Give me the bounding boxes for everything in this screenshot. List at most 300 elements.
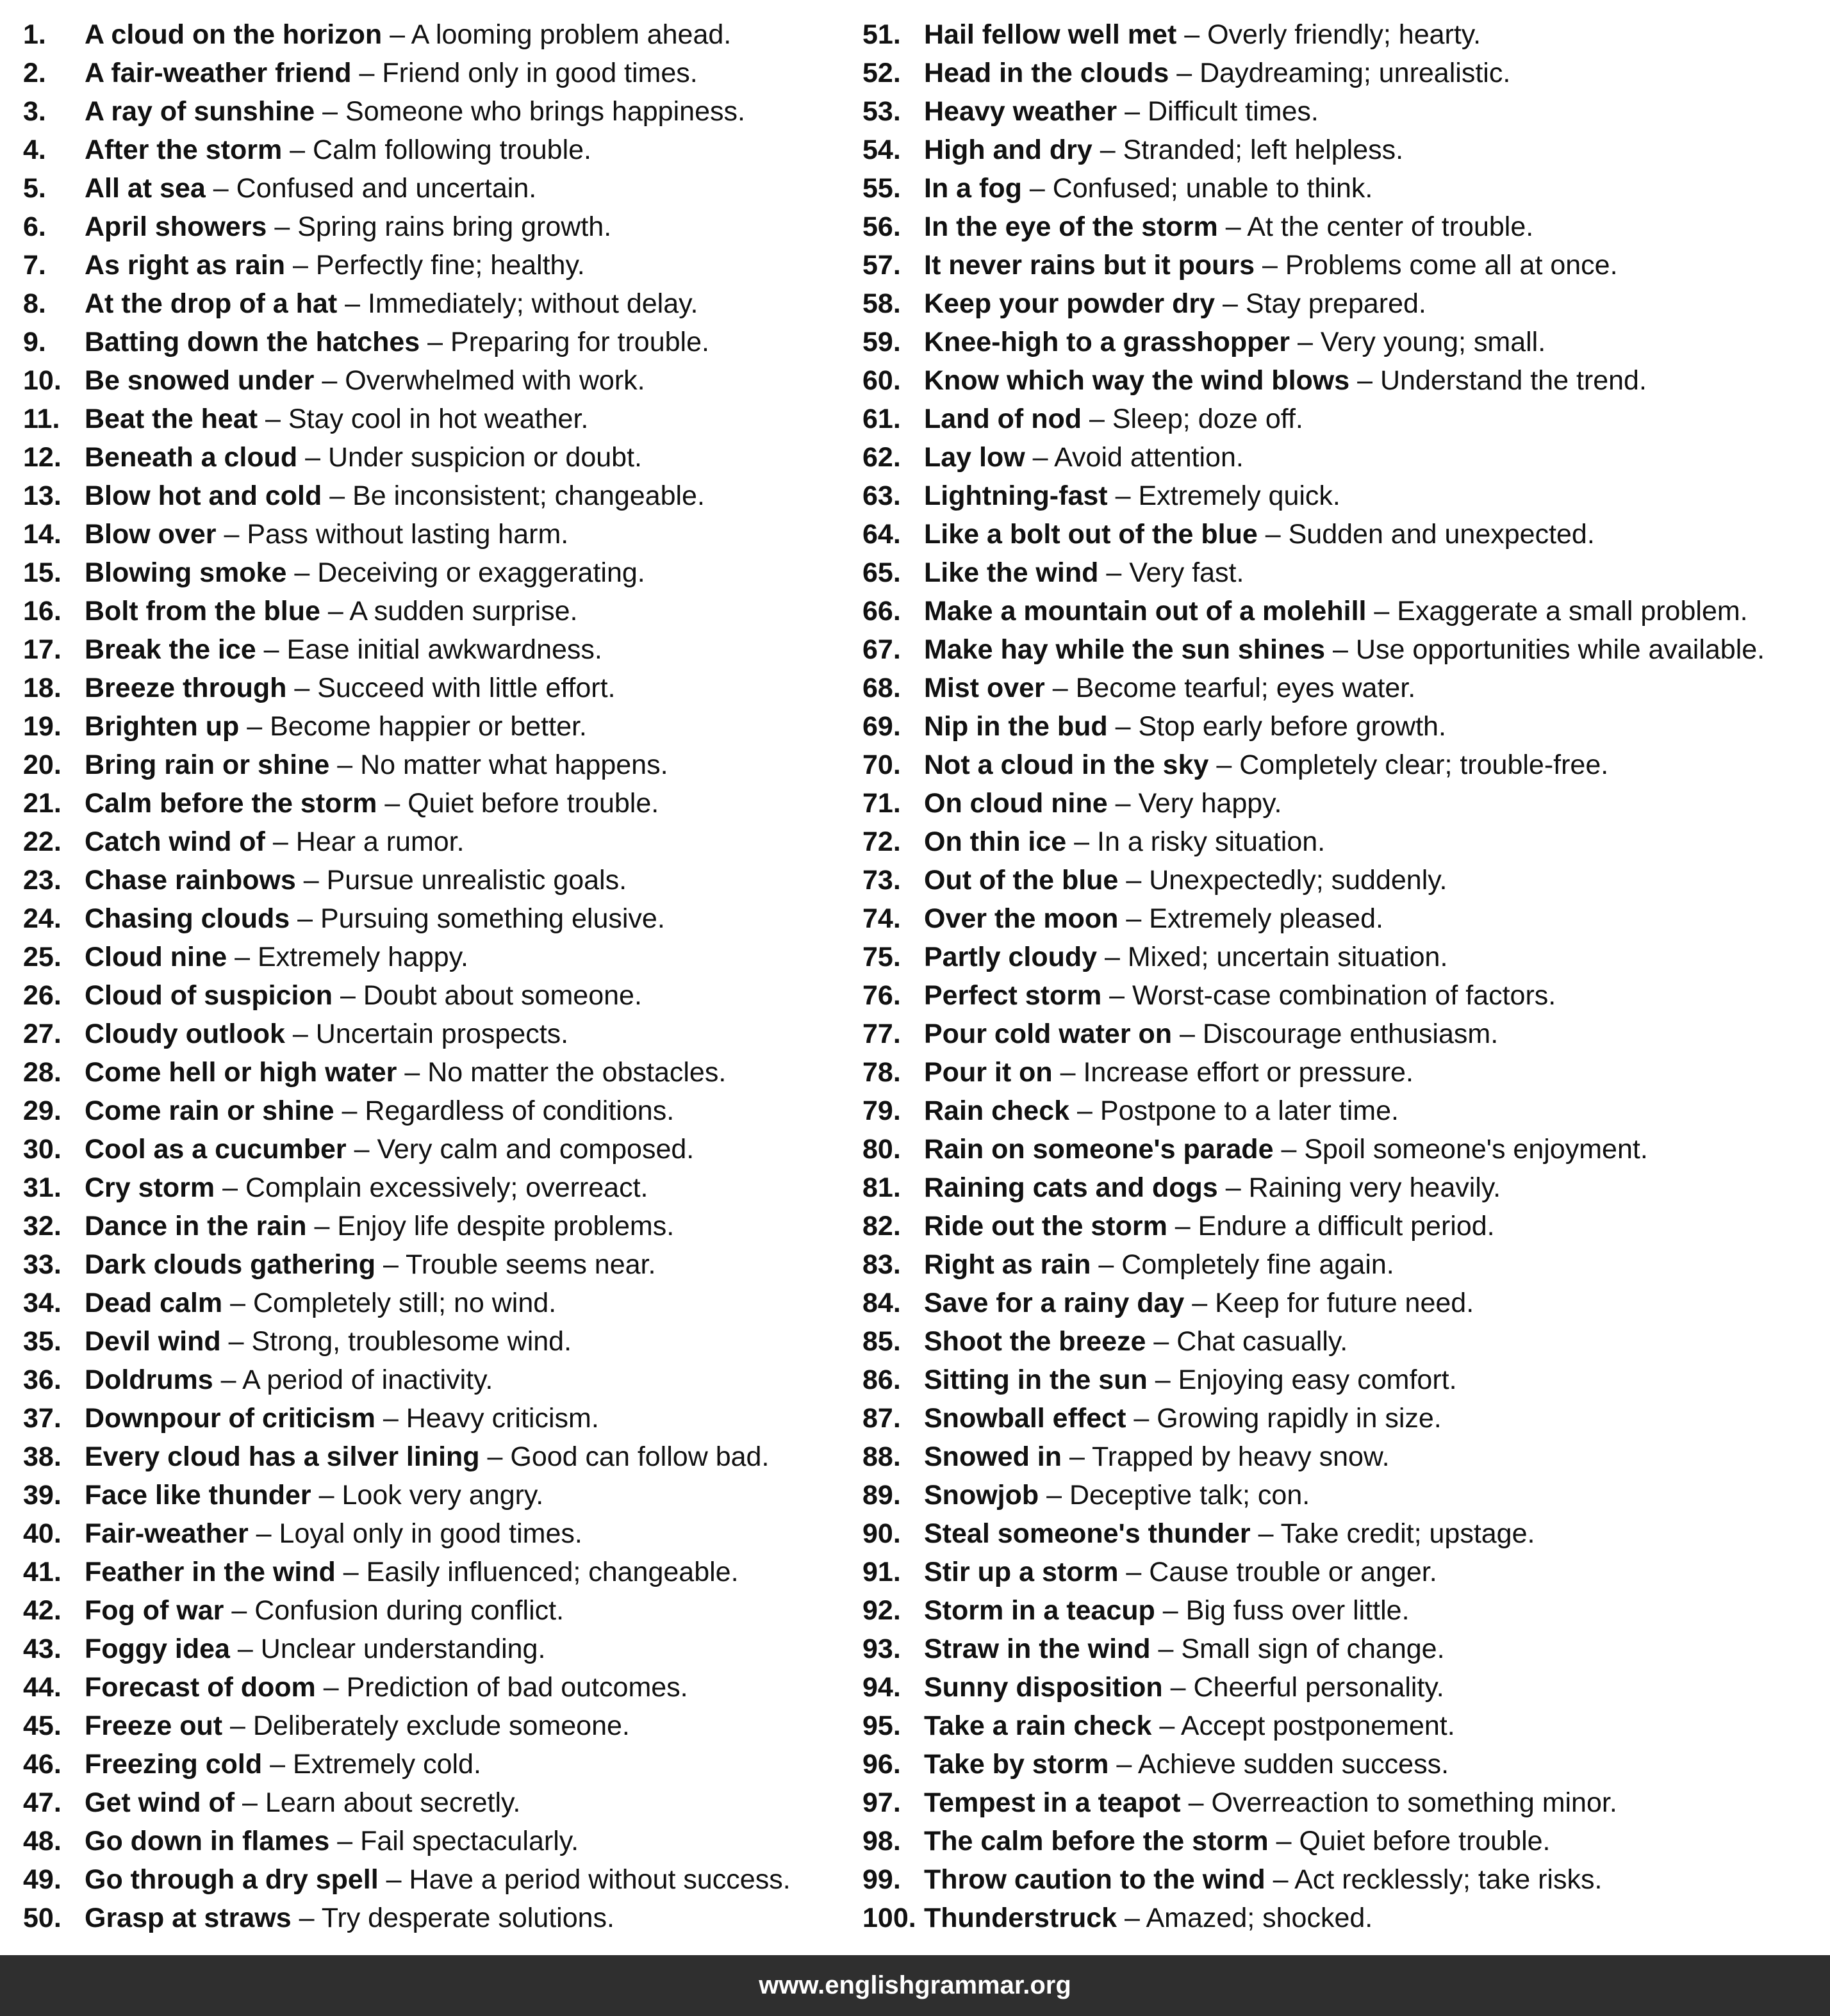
- idiom-meaning: Quiet before trouble.: [1299, 1826, 1551, 1856]
- idiom-separator: –: [1074, 826, 1090, 857]
- idiom-meaning: Deliberately exclude someone.: [252, 1710, 630, 1741]
- idiom-phrase: Snowed in: [924, 1441, 1062, 1472]
- idiom-phrase: Like a bolt out of the blue: [924, 519, 1258, 550]
- idiom-meaning: Become happier or better.: [270, 711, 587, 742]
- idiom-separator: –: [1216, 750, 1232, 780]
- idiom-separator: –: [256, 1518, 272, 1549]
- idiom-phrase: A cloud on the horizon: [85, 19, 383, 50]
- idiom-meaning: Try desperate solutions.: [321, 1903, 614, 1933]
- idiom-entry: [23, 208, 856, 246]
- idiom-number: 87.: [862, 1403, 901, 1434]
- idiom-entry: [862, 630, 1824, 669]
- idiom-separator: –: [1115, 788, 1131, 819]
- idiom-entry: [23, 1438, 856, 1476]
- idiom-entry: [862, 553, 1824, 592]
- footer-bar: [0, 1955, 1830, 2016]
- idiom-phrase: Feather in the wind: [85, 1557, 336, 1587]
- idiom-entry: [23, 669, 856, 707]
- idiom-entry: [862, 1053, 1824, 1092]
- idiom-phrase: Blowing smoke: [85, 557, 287, 588]
- idiom-phrase: Out of the blue: [924, 865, 1119, 896]
- idiom-meaning: Unclear understanding.: [260, 1634, 546, 1664]
- idiom-separator: –: [1116, 1749, 1132, 1780]
- idiom-separator: –: [1153, 1326, 1169, 1357]
- idiom-phrase: Cloud nine: [85, 942, 227, 972]
- idiom-entry: [862, 92, 1824, 131]
- idiom-number: 79.: [862, 1095, 901, 1126]
- idiom-number: 66.: [862, 596, 901, 627]
- idiom-meaning: Cheerful personality.: [1193, 1672, 1444, 1703]
- idiom-number: 94.: [862, 1672, 901, 1703]
- idiom-number: 64.: [862, 519, 901, 550]
- idiom-separator: –: [1069, 1441, 1085, 1472]
- idiom-phrase: Chasing clouds: [85, 903, 290, 934]
- idiom-entry: [862, 669, 1824, 707]
- idiom-meaning: Learn about secretly.: [265, 1787, 521, 1818]
- idiom-meaning: Succeed with little effort.: [317, 673, 616, 703]
- idiom-phrase: Cloud of suspicion: [85, 980, 333, 1011]
- idiom-meaning: Completely clear; trouble-free.: [1239, 750, 1609, 780]
- idiom-meaning: Uncertain prospects.: [315, 1019, 569, 1049]
- idiom-number: 17.: [23, 634, 62, 665]
- idiom-phrase: Straw in the wind: [924, 1634, 1151, 1664]
- idiom-phrase: Every cloud has a silver lining: [85, 1441, 480, 1472]
- idiom-phrase: Stir up a storm: [924, 1557, 1119, 1587]
- idiom-separator: –: [222, 1172, 238, 1203]
- idiom-phrase: Cool as a cucumber: [85, 1134, 347, 1165]
- idiom-phrase: Come hell or high water: [85, 1057, 397, 1088]
- idiom-entry: [862, 1438, 1824, 1476]
- idiom-number: 27.: [23, 1019, 62, 1049]
- idiom-meaning: Pursue unrealistic goals.: [326, 865, 627, 896]
- idiom-separator: –: [1052, 673, 1068, 703]
- idiom-meaning: Heavy criticism.: [406, 1403, 599, 1434]
- idiom-number: 57.: [862, 250, 901, 281]
- idiom-separator: –: [220, 1364, 236, 1395]
- idiom-separator: –: [1184, 19, 1200, 50]
- idiom-separator: –: [1357, 365, 1373, 396]
- idiom-separator: –: [224, 519, 240, 550]
- idiom-number: 16.: [23, 596, 62, 627]
- idiom-entry: [23, 54, 856, 92]
- idiom-meaning: A period of inactivity.: [242, 1364, 493, 1395]
- idiom-separator: –: [1225, 1172, 1241, 1203]
- idiom-separator: –: [213, 173, 229, 204]
- idiom-meaning: No matter what happens.: [360, 750, 668, 780]
- idiom-separator: –: [337, 750, 353, 780]
- idiom-meaning: Deceptive talk; con.: [1069, 1480, 1310, 1511]
- idiom-meaning: A sudden surprise.: [349, 596, 578, 627]
- idiom-column-left: [23, 15, 856, 1937]
- idiom-separator: –: [1089, 404, 1105, 434]
- idiom-meaning: Stay prepared.: [1245, 288, 1426, 319]
- idiom-entry: [23, 1707, 856, 1745]
- idiom-separator: –: [1258, 1518, 1274, 1549]
- idiom-entry: [23, 1822, 856, 1860]
- idiom-meaning: Discourage enthusiasm.: [1202, 1019, 1499, 1049]
- idiom-separator: –: [1126, 903, 1142, 934]
- idiom-number: 7.: [23, 250, 46, 281]
- idiom-entry: [862, 1630, 1824, 1668]
- idiom-phrase: Snowjob: [924, 1480, 1039, 1511]
- idiom-separator: –: [1170, 1672, 1186, 1703]
- idiom-separator: –: [1225, 211, 1241, 242]
- idiom-meaning: Extremely pleased.: [1149, 903, 1383, 934]
- idiom-meaning: Spoil someone's enjoyment.: [1304, 1134, 1648, 1165]
- idiom-meaning: Take credit; upstage.: [1280, 1518, 1535, 1549]
- footer-url[interactable]: www.englishgrammar.org: [759, 1971, 1071, 1999]
- idiom-number: 51.: [862, 19, 901, 50]
- idiom-meaning: A looming problem ahead.: [411, 19, 732, 50]
- idiom-number: 45.: [23, 1710, 62, 1741]
- idiom-phrase: Make hay while the sun shines: [924, 634, 1326, 665]
- idiom-number: 4.: [23, 135, 46, 165]
- idiom-number: 75.: [862, 942, 901, 972]
- idiom-number: 99.: [862, 1864, 901, 1895]
- idiom-phrase: Steal someone's thunder: [924, 1518, 1251, 1549]
- idiom-meaning: Look very angry.: [342, 1480, 544, 1511]
- idiom-number: 15.: [23, 557, 62, 588]
- idiom-number: 91.: [862, 1557, 901, 1587]
- idiom-separator: –: [1188, 1787, 1204, 1818]
- idiom-meaning: Postpone to a later time.: [1100, 1095, 1399, 1126]
- idiom-entry: [23, 1322, 856, 1361]
- idiom-meaning: Easily influenced; changeable.: [366, 1557, 739, 1587]
- idiom-phrase: Storm in a teacup: [924, 1595, 1155, 1626]
- idiom-meaning: Extremely cold.: [292, 1749, 481, 1780]
- idiom-separator: –: [1192, 1288, 1208, 1318]
- idiom-phrase: Be snowed under: [85, 365, 315, 396]
- idiom-entry: [23, 246, 856, 284]
- idiom-number: 24.: [23, 903, 62, 934]
- idiom-separator: –: [1276, 1826, 1292, 1856]
- idiom-number: 21.: [23, 788, 62, 819]
- idiom-separator: –: [297, 903, 313, 934]
- idiom-separator: –: [1115, 480, 1131, 511]
- idiom-number: 28.: [23, 1057, 62, 1088]
- idiom-number: 20.: [23, 750, 62, 780]
- idiom-number: 73.: [862, 865, 901, 896]
- idiom-phrase: Come rain or shine: [85, 1095, 334, 1126]
- idiom-separator: –: [390, 19, 406, 50]
- idiom-phrase: At the drop of a hat: [85, 288, 338, 319]
- idiom-entry: [862, 323, 1824, 361]
- idiom-meaning: Stay cool in hot weather.: [288, 404, 589, 434]
- idiom-separator: –: [242, 1787, 258, 1818]
- idiom-entry: [23, 1745, 856, 1783]
- idiom-separator: –: [1374, 596, 1390, 627]
- idiom-entry: [23, 1245, 856, 1284]
- idiom-entry: [862, 861, 1824, 899]
- idiom-number: 2.: [23, 58, 46, 88]
- idiom-phrase: Not a cloud in the sky: [924, 750, 1209, 780]
- idiom-meaning: Confused; unable to think.: [1052, 173, 1373, 204]
- idiom-phrase: Break the ice: [85, 634, 256, 665]
- idiom-meaning: Quiet before trouble.: [408, 788, 659, 819]
- idiom-phrase: Ride out the storm: [924, 1211, 1167, 1242]
- idiom-phrase: April showers: [85, 211, 267, 242]
- idiom-number: 77.: [862, 1019, 901, 1049]
- idiom-entry: [23, 323, 856, 361]
- idiom-entry: [862, 477, 1824, 515]
- idiom-phrase: Snowball effect: [924, 1403, 1126, 1434]
- idiom-entry: [23, 1630, 856, 1668]
- idiom-phrase: Dead calm: [85, 1288, 223, 1318]
- idiom-phrase: Go down in flames: [85, 1826, 330, 1856]
- idiom-meaning: Someone who brings happiness.: [345, 96, 745, 127]
- idiom-separator: –: [404, 1057, 420, 1088]
- idiom-meaning: Have a period without success.: [409, 1864, 791, 1895]
- idiom-phrase: Fair-weather: [85, 1518, 249, 1549]
- idiom-separator: –: [1046, 1480, 1062, 1511]
- idiom-phrase: Take a rain check: [924, 1710, 1152, 1741]
- idiom-phrase: Downpour of criticism: [85, 1403, 375, 1434]
- idiom-meaning: Overwhelmed with work.: [345, 365, 645, 396]
- idiom-separator: –: [314, 1211, 330, 1242]
- idiom-entry: [23, 784, 856, 823]
- idiom-phrase: In the eye of the storm: [924, 211, 1218, 242]
- idiom-number: 32.: [23, 1211, 62, 1242]
- idiom-meaning: Very fast.: [1129, 557, 1244, 588]
- idiom-number: 62.: [862, 442, 901, 473]
- idiom-phrase: On cloud nine: [924, 788, 1108, 819]
- idiom-phrase: Partly cloudy: [924, 942, 1098, 972]
- idiom-meaning: Pass without lasting harm.: [247, 519, 569, 550]
- idiom-meaning: Confusion during conflict.: [254, 1595, 565, 1626]
- idiom-meaning: Be inconsistent; changeable.: [352, 480, 705, 511]
- idiom-separator: –: [340, 980, 356, 1011]
- idiom-separator: –: [290, 135, 306, 165]
- idiom-entry: [862, 361, 1824, 400]
- idiom-separator: –: [1273, 1864, 1289, 1895]
- idiom-phrase: Sunny disposition: [924, 1672, 1163, 1703]
- idiom-phrase: Breeze through: [85, 673, 287, 703]
- idiom-number: 3.: [23, 96, 46, 127]
- idiom-phrase: Batting down the hatches: [85, 327, 420, 357]
- idiom-separator: –: [230, 1710, 245, 1741]
- idiom-meaning: Under suspicion or doubt.: [327, 442, 642, 473]
- idiom-entry: [23, 1514, 856, 1553]
- idiom-phrase: On thin ice: [924, 826, 1067, 857]
- idiom-phrase: Beat the heat: [85, 404, 258, 434]
- idiom-meaning: Sudden and unexpected.: [1288, 519, 1595, 550]
- idiom-separator: –: [1115, 711, 1131, 742]
- idiom-phrase: As right as rain: [85, 250, 286, 281]
- idiom-number: 37.: [23, 1403, 62, 1434]
- idiom-phrase: Doldrums: [85, 1364, 213, 1395]
- idiom-separator: –: [231, 1595, 247, 1626]
- idiom-meaning: Trapped by heavy snow.: [1092, 1441, 1390, 1472]
- idiom-meaning: Loyal only in good times.: [279, 1518, 582, 1549]
- idiom-number: 23.: [23, 865, 62, 896]
- idiom-number: 61.: [862, 404, 901, 434]
- idiom-separator: –: [345, 288, 361, 319]
- idiom-phrase: Like the wind: [924, 557, 1099, 588]
- idiom-meaning: Doubt about someone.: [363, 980, 642, 1011]
- idiom-entry: [23, 1553, 856, 1591]
- idiom-entry: [862, 1130, 1824, 1168]
- idiom-number: 18.: [23, 673, 62, 703]
- idiom-number: 81.: [862, 1172, 901, 1203]
- idiom-entry: [23, 1668, 856, 1707]
- idiom-phrase: Keep your powder dry: [924, 288, 1215, 319]
- idiom-entry: [862, 515, 1824, 553]
- idiom-meaning: Worst-case combination of factors.: [1132, 980, 1556, 1011]
- idiom-separator: –: [305, 442, 320, 473]
- idiom-number: 86.: [862, 1364, 901, 1395]
- idiom-phrase: Blow over: [85, 519, 217, 550]
- idiom-entry: [862, 1322, 1824, 1361]
- idiom-separator: –: [1126, 865, 1142, 896]
- idiom-meaning: Act recklessly; take risks.: [1294, 1864, 1603, 1895]
- idiom-phrase: Lay low: [924, 442, 1025, 473]
- idiom-separator: –: [337, 1826, 353, 1856]
- idiom-entry: [862, 1015, 1824, 1053]
- idiom-entry: [862, 1899, 1824, 1937]
- idiom-entry: [862, 1207, 1824, 1245]
- idiom-meaning: Good can follow bad.: [510, 1441, 770, 1472]
- idiom-entry: [862, 1783, 1824, 1822]
- idiom-separator: –: [1333, 634, 1348, 665]
- idiom-phrase: Pour cold water on: [924, 1019, 1173, 1049]
- idiom-meaning: Hear a rumor.: [295, 826, 465, 857]
- idiom-entry: [862, 592, 1824, 630]
- idiom-meaning: Complain excessively; overreact.: [245, 1172, 648, 1203]
- idiom-number: 49.: [23, 1864, 62, 1895]
- idiom-number: 35.: [23, 1326, 62, 1357]
- idiom-entry: [23, 1591, 856, 1630]
- idiom-number: 5.: [23, 173, 46, 204]
- idiom-entry: [23, 131, 856, 169]
- idiom-entry: [23, 1399, 856, 1438]
- idiom-entry: [862, 208, 1824, 246]
- idiom-separator: –: [1162, 1595, 1178, 1626]
- idiom-meaning: Confused and uncertain.: [236, 173, 537, 204]
- idiom-number: 59.: [862, 327, 901, 357]
- idiom-phrase: Foggy idea: [85, 1634, 230, 1664]
- idiom-meaning: No matter the obstacles.: [427, 1057, 727, 1088]
- idiom-phrase: Knee-high to a grasshopper: [924, 327, 1290, 357]
- idiom-phrase: Dark clouds gathering: [85, 1249, 375, 1280]
- idiom-phrase: Freezing cold: [85, 1749, 263, 1780]
- idiom-number: 56.: [862, 211, 901, 242]
- idiom-number: 53.: [862, 96, 901, 127]
- idiom-phrase: Sitting in the sun: [924, 1364, 1148, 1395]
- idiom-number: 84.: [862, 1288, 901, 1318]
- idiom-separator: –: [237, 1634, 253, 1664]
- idiom-separator: –: [265, 404, 281, 434]
- idiom-meaning: Daydreaming; unrealistic.: [1199, 58, 1511, 88]
- idiom-meaning: Enjoy life despite problems.: [337, 1211, 675, 1242]
- idiom-number: 8.: [23, 288, 46, 319]
- idiom-separator: –: [1125, 96, 1141, 127]
- idiom-meaning: Spring rains bring growth.: [297, 211, 612, 242]
- idiom-phrase: Thunderstruck: [924, 1903, 1117, 1933]
- idiom-number: 54.: [862, 135, 901, 165]
- idiom-meaning: Exaggerate a small problem.: [1397, 596, 1748, 627]
- idiom-number: 19.: [23, 711, 62, 742]
- idiom-number: 38.: [23, 1441, 62, 1472]
- idiom-number: 25.: [23, 942, 62, 972]
- idiom-entry: [862, 707, 1824, 746]
- idiom-meaning: Accept postponement.: [1180, 1710, 1455, 1741]
- idiom-phrase: Raining cats and dogs: [924, 1172, 1218, 1203]
- idiom-phrase: A ray of sunshine: [85, 96, 315, 127]
- idiom-number: 78.: [862, 1057, 901, 1088]
- idiom-meaning: Become tearful; eyes water.: [1075, 673, 1416, 703]
- idiom-entry: [23, 1361, 856, 1399]
- idiom-meaning: Prediction of bad outcomes.: [346, 1672, 688, 1703]
- idiom-entry: [23, 1015, 856, 1053]
- idiom-number: 36.: [23, 1364, 62, 1395]
- idiom-meaning: Avoid attention.: [1054, 442, 1244, 473]
- idiom-separator: –: [299, 1903, 315, 1933]
- idiom-entry: [23, 438, 856, 477]
- idiom-number: 82.: [862, 1211, 901, 1242]
- idiom-entry: [862, 1591, 1824, 1630]
- idiom-phrase: Catch wind of: [85, 826, 265, 857]
- idiom-separator: –: [1109, 980, 1125, 1011]
- idiom-separator: –: [294, 673, 310, 703]
- idiom-entry: [862, 284, 1824, 323]
- idiom-meaning: Raining very heavily.: [1248, 1172, 1501, 1203]
- idiom-number: 89.: [862, 1480, 901, 1511]
- idiom-number: 71.: [862, 788, 901, 819]
- idiom-phrase: In a fog: [924, 173, 1022, 204]
- idiom-number: 60.: [862, 365, 901, 396]
- idiom-entry: [862, 246, 1824, 284]
- idiom-phrase: Heavy weather: [924, 96, 1117, 127]
- idiom-separator: –: [1175, 1211, 1191, 1242]
- idiom-separator: –: [303, 865, 319, 896]
- idiom-meaning: Very calm and composed.: [377, 1134, 695, 1165]
- idiom-number: 47.: [23, 1787, 62, 1818]
- idiom-entry: [862, 131, 1824, 169]
- idiom-meaning: Amazed; shocked.: [1146, 1903, 1373, 1933]
- idiom-phrase: Forecast of doom: [85, 1672, 316, 1703]
- idiom-separator: –: [1060, 1057, 1076, 1088]
- idiom-number: 90.: [862, 1518, 901, 1549]
- idiom-separator: –: [359, 58, 375, 88]
- idiom-entry: [23, 823, 856, 861]
- idiom-phrase: Right as rain: [924, 1249, 1091, 1280]
- idiom-entry: [23, 899, 856, 938]
- idiom-separator: –: [322, 96, 338, 127]
- idiom-separator: –: [318, 1480, 334, 1511]
- idiom-meaning: Mixed; uncertain situation.: [1127, 942, 1448, 972]
- idiom-number: 100.: [862, 1903, 916, 1933]
- idiom-phrase: Pour it on: [924, 1057, 1053, 1088]
- idiom-number: 34.: [23, 1288, 62, 1318]
- idiom-number: 74.: [862, 903, 901, 934]
- idiom-phrase: Lightning-fast: [924, 480, 1108, 511]
- idiom-entry: [862, 938, 1824, 976]
- idiom-separator: –: [294, 557, 310, 588]
- idiom-phrase: Mist over: [924, 673, 1045, 703]
- idiom-separator: –: [1077, 1095, 1092, 1126]
- idiom-number: 11.: [23, 404, 60, 434]
- idiom-separator: –: [1222, 288, 1238, 319]
- idiom-number: 67.: [862, 634, 901, 665]
- idiom-entry: [862, 976, 1824, 1015]
- idiom-number: 80.: [862, 1134, 901, 1165]
- idiom-meaning: Regardless of conditions.: [365, 1095, 675, 1126]
- idiom-entry: [23, 1130, 856, 1168]
- idiom-number: 50.: [23, 1903, 62, 1933]
- idiom-number: 14.: [23, 519, 62, 550]
- idiom-separator: –: [342, 1095, 358, 1126]
- idiom-phrase: Freeze out: [85, 1710, 223, 1741]
